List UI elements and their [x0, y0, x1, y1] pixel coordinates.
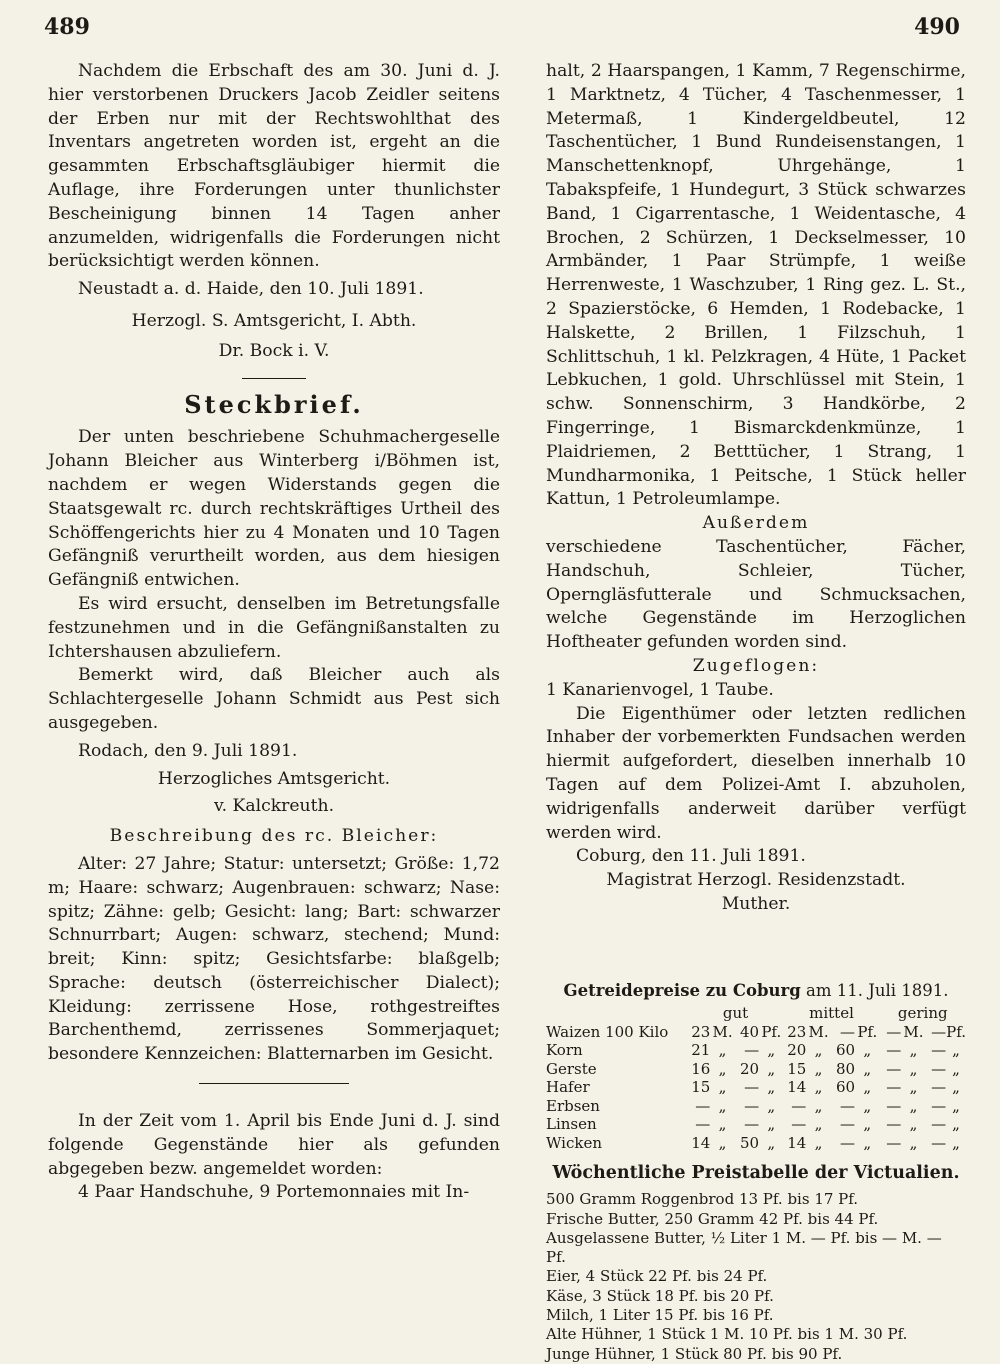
unit-pfennig: „ [767, 1115, 776, 1134]
unit-pfennig: „ [863, 1041, 872, 1060]
price-mittel-pfennig: — [840, 1022, 856, 1041]
zugeflogen-heading: Zugeflogen: [692, 655, 820, 676]
price-gut-mark: — [695, 1096, 711, 1115]
price-gering-pfennig: — [931, 1022, 947, 1041]
unit-pfennig: „ [767, 1096, 776, 1115]
price-gut-pfennig: — [744, 1041, 760, 1060]
price-gut-pfennig: — [744, 1078, 760, 1097]
grain-prices-date: am 11. Juli 1891. [806, 980, 949, 1000]
victualien-list [546, 1190, 966, 1364]
unit-mark: „ [909, 1041, 918, 1060]
price-mittel-mark: 15 [787, 1059, 807, 1078]
price-mittel-mark: — [791, 1115, 807, 1134]
description-heading: Beschreibung des rc. Bleicher: [109, 826, 439, 847]
unit-pfennig: Pf. [946, 1022, 966, 1041]
unit-mark: M. [712, 1022, 733, 1041]
steckbrief-request: Es wird ersucht, denselben im Betretungsfalle festzunehmen und in die Gefängnißanstalten zu Ichtershausen abzuliefern. [48, 593, 500, 662]
unit-pfennig: „ [952, 1041, 960, 1060]
grain-name: Korn [546, 1041, 583, 1060]
steckbrief-authority: Herzogliches Amtsgericht. [157, 768, 391, 789]
unit-pfennig: „ [952, 1133, 960, 1152]
price-gering-mark: — [886, 1022, 902, 1041]
page-number-right: 490 [914, 14, 960, 40]
price-mittel-pfennig: — [840, 1115, 856, 1134]
unit-pfennig: „ [952, 1078, 960, 1097]
divider [199, 1083, 349, 1084]
price-mittel-mark: 23 [787, 1022, 807, 1041]
left-column [48, 60, 500, 1205]
table-row [546, 1134, 966, 1153]
table-row [546, 1023, 966, 1042]
price-mittel-pfennig: — [840, 1133, 856, 1152]
list-item: Eier, 4 Stück 22 Pf. bis 24 Pf. [546, 1267, 768, 1286]
steckbrief-place-date: Rodach, den 9. Juli 1891. [78, 740, 298, 761]
grain-name: Waizen 100 Kilo [546, 1022, 669, 1041]
price-mittel-mark: — [791, 1096, 807, 1115]
divider [242, 378, 306, 379]
unit-pfennig: „ [863, 1096, 872, 1115]
found-items-start: 4 Paar Handschuhe, 9 Portemonnaies mit In- [78, 1182, 470, 1203]
grain-name: Erbsen [546, 1096, 600, 1115]
unit-mark: „ [718, 1078, 727, 1097]
list-item: Ausgelassene Butter, ½ Liter 1 M. — Pf. bis — M. — Pf. [546, 1228, 942, 1267]
steckbrief-title: Steckbrief. [184, 389, 364, 419]
unit-pfennig: Pf. [857, 1022, 878, 1041]
unit-pfennig: Pf. [761, 1022, 782, 1041]
victualien-heading: Wöchentliche Preistabelle der Victualien. [552, 1163, 960, 1184]
unit-mark: „ [718, 1096, 727, 1115]
list-item: Frische Butter, 250 Gramm 42 Pf. bis 44 Pf. [546, 1209, 879, 1228]
unit-mark: „ [718, 1059, 727, 1078]
unit-pfennig: „ [863, 1078, 872, 1097]
unit-mark: „ [909, 1096, 918, 1115]
steckbrief-signature: v. Kalckreuth. [213, 796, 335, 817]
unit-mark: „ [909, 1133, 918, 1152]
price-mittel-pfennig: 60 [835, 1041, 856, 1060]
price-gut-mark: — [695, 1115, 711, 1134]
list-item: 500 Gramm Roggenbrod 13 Pf. bis 17 Pf. [546, 1190, 859, 1209]
found-items-list: halt, 2 Haarspangen, 1 Kamm, 7 Regenschirme, 1 Marktnetz, 4 Tücher, 4 Taschenmesser, 1 Metermaß, 1 Kindergeldbeutel, 12 Taschentücher, 1 Bund Rundeisenstangen, 1 Manschettenknopf, Uhrgehänge, 1 Tabakspfeife, 1 Hundegurt, 3 Stück schwarzes Band, 1 Cigarrentasche, 1 Weidentasche, 4 Brochen, 2 Schürzen, 1 Deckselmesser, 10 Armbänder, 1 Paar Strümpfe, 1 weiße Herrenweste, 1 Waschzuber, 1 Ring gez. L. St., 2 Spazierstöcke, 6 Hemden, 1 Rodebacke, 1 Halskette, 2 Brillen, 1 Filzschuh, 1 Schlittschuh, 1 kl. Pelzkragen, 4 Hüte, 1 Packet Lebkuchen, 1 gold. Uhrschlüssel mit Stein, 1 schw. Sonnenschirm, 3 Handkörbe, 2 Fingerringe, 1 Bismarckdenkmünze, 1 Plaidriemen, 2 Betttücher, 1 Strang, 1 Mundharmonika, 1 Peitsche, 1 Stück heller Kattun, 1 Petroleumlampe. [546, 61, 966, 510]
grain-prices-title: Getreidepreise zu Coburg [563, 980, 801, 1000]
unit-pfennig: „ [952, 1115, 960, 1134]
price-gut-pfennig: 50 [739, 1133, 760, 1152]
grain-name: Wicken [546, 1133, 602, 1152]
unit-mark: „ [909, 1115, 918, 1134]
price-gering-pfennig: — [931, 1133, 947, 1152]
table-row [546, 1078, 966, 1097]
price-gering-mark: — [886, 1096, 902, 1115]
unit-pfennig: „ [767, 1133, 776, 1152]
unit-mark: M. [808, 1022, 829, 1041]
price-gering-pfennig: — [931, 1078, 947, 1097]
price-gering-mark: — [886, 1041, 902, 1060]
price-gut-mark: 21 [691, 1041, 711, 1060]
unit-pfennig: „ [767, 1078, 776, 1097]
unit-pfennig: „ [863, 1115, 872, 1134]
price-gut-pfennig: 20 [739, 1059, 760, 1078]
owner-place-date: Coburg, den 11. Juli 1891. [576, 846, 806, 867]
list-item: Alte Hühner, 1 Stück 1 M. 10 Pf. bis 1 M. 30 Pf. [546, 1325, 908, 1344]
price-mittel-mark: 14 [787, 1078, 807, 1097]
unit-mark: „ [814, 1041, 823, 1060]
price-gut-mark: 15 [691, 1078, 711, 1097]
price-mittel-pfennig: 60 [835, 1078, 856, 1097]
estate-notice-authority: Herzogl. S. Amtsgericht, I. Abth. [131, 310, 417, 331]
price-gering-mark: — [886, 1115, 902, 1134]
price-gering-pfennig: — [931, 1096, 947, 1115]
unit-pfennig: „ [863, 1059, 872, 1078]
unit-pfennig: „ [767, 1059, 776, 1078]
column-header-gut: gut [722, 1004, 749, 1023]
table-row [546, 1115, 966, 1134]
description-text: Alter: 27 Jahre; Statur: untersetzt; Größe: 1,72 m; Haare: schwarz; Augenbrauen: schwarz; Nase: spitz; Zähne: gelb; Gesicht: lang; Bart: schwarzer Schnurrbart; Augen: schwarz, stechend; Mund: breit; Kinn: spitz; Gesichtsfarbe: blaßgelb; Sprache: deutsch (österreichischer Dialect); Kleidung: zerrissene Hose, rothgestreiftes Barchenthemd, zerrissenes Sommerjaquet; besondere Kennzeichen: Blatternarben im Gesicht. [48, 853, 500, 1065]
unit-pfennig: „ [767, 1041, 776, 1060]
right-column [546, 60, 966, 1364]
unit-mark: M. [903, 1022, 924, 1041]
grain-name: Hafer [546, 1078, 590, 1097]
table-row [546, 1097, 966, 1116]
owner-notice: Die Eigenthümer oder letzten redlichen Inhaber der vorbemerkten Fundsachen werden hiermit aufgefordert, dieselben innerhalb 10 Tagen auf dem Polizei-Amt I. abzuholen, widrigenfalls anderweit darüber verfügt werden wird. [546, 703, 966, 843]
grain-prices-header-row [546, 1004, 966, 1023]
column-header-mittel: mittel [809, 1004, 854, 1023]
price-gut-mark: 14 [691, 1133, 711, 1152]
price-gut-mark: 23 [691, 1022, 711, 1041]
unit-mark: „ [718, 1133, 727, 1152]
unit-mark: „ [814, 1059, 823, 1078]
page-number-left: 489 [44, 14, 90, 40]
table-row [546, 1041, 966, 1060]
price-gering-mark: — [886, 1059, 902, 1078]
unit-mark: „ [718, 1115, 727, 1134]
grain-name: Linsen [546, 1115, 597, 1134]
price-gut-mark: 16 [691, 1059, 711, 1078]
price-gering-mark: — [886, 1133, 902, 1152]
unit-pfennig: „ [863, 1133, 872, 1152]
price-gut-pfennig: — [744, 1096, 760, 1115]
zugeflogen-text: 1 Kanarienvogel, 1 Taube. [546, 679, 774, 700]
price-mittel-mark: 14 [787, 1133, 807, 1152]
table-row [546, 1060, 966, 1079]
found-items-intro: In der Zeit vom 1. April bis Ende Juni d. J. sind folgende Gegenstände hier als gefunden abgegeben bezw. angemeldet worden: [48, 1111, 500, 1179]
unit-mark: „ [909, 1078, 918, 1097]
estate-notice-text: Nachdem die Erbschaft des am 30. Juni d. J. hier verstorbenen Druckers Jacob Zeidler seitens der Erben nur mit der Rechtswohlthat des Inventars angetreten worden ist, ergeht an die gesammten Erbschaftsgläubiger hiermit die Auflage, ihre Forderungen unter thunlichster Bescheinigung binnen 14 Tagen anher anzumelden, widrigenfalls die Forderungen nicht berücksichtigt werden können. [48, 61, 500, 272]
estate-notice-signature: Dr. Bock i. V. [218, 340, 330, 361]
steckbrief-text: Der unten beschriebene Schuhmachergeselle Johann Bleicher aus Winterberg i/Böhmen ist, nachdem er wegen Widerstands gegen die Staatsgewalt rc. durch rechtskräftiges Urtheil des Schöffengerichts hier zu 4 Monaten und 10 Tagen Gefängniß verurtheilt worden, aus dem hiesigen Gefängniß entwichen. [48, 427, 500, 591]
unit-mark: „ [718, 1041, 727, 1060]
price-gering-pfennig: — [931, 1115, 947, 1134]
grain-prices-heading [546, 979, 966, 1003]
unit-mark: „ [814, 1115, 823, 1134]
list-item: Milch, 1 Liter 15 Pf. bis 16 Pf. [546, 1306, 774, 1325]
ausserdem-text: verschiedene Taschentücher, Fächer, Handschuh, Schleier, Tücher, Operngläsfutterale und Schmucksachen, welche Gegenstände im Herzoglichen Hoftheater gefunden worden sind. [546, 536, 966, 653]
owner-authority: Magistrat Herzogl. Residenzstadt. [606, 870, 906, 891]
price-gut-pfennig: — [744, 1115, 760, 1134]
price-mittel-pfennig: — [840, 1096, 856, 1115]
steckbrief-remark: Bemerkt wird, daß Bleicher auch als Schlachtergeselle Johann Schmidt aus Pest sich ausgegeben. [48, 665, 500, 733]
unit-mark: „ [814, 1096, 823, 1115]
price-gering-pfennig: — [931, 1041, 947, 1060]
grain-name: Gerste [546, 1059, 597, 1078]
price-gut-pfennig: 40 [739, 1022, 760, 1041]
price-mittel-mark: 20 [787, 1041, 807, 1060]
grain-prices-table [546, 1004, 966, 1152]
column-header-gering: gering [897, 1004, 948, 1023]
owner-signature: Muther. [721, 893, 791, 914]
price-gering-pfennig: — [931, 1059, 947, 1078]
unit-pfennig: „ [952, 1059, 960, 1078]
estate-notice-place-date: Neustadt a. d. Haide, den 10. Juli 1891. [78, 279, 424, 300]
unit-mark: „ [814, 1078, 823, 1097]
ausserdem-heading: Außerdem [702, 513, 810, 534]
unit-pfennig: „ [952, 1096, 960, 1115]
list-item: Käse, 3 Stück 18 Pf. bis 20 Pf. [546, 1286, 774, 1305]
unit-mark: „ [909, 1059, 918, 1078]
price-gering-mark: — [886, 1078, 902, 1097]
list-item: Junge Hühner, 1 Stück 80 Pf. bis 90 Pf. [546, 1344, 843, 1363]
price-mittel-pfennig: 80 [835, 1059, 856, 1078]
unit-mark: „ [814, 1133, 823, 1152]
